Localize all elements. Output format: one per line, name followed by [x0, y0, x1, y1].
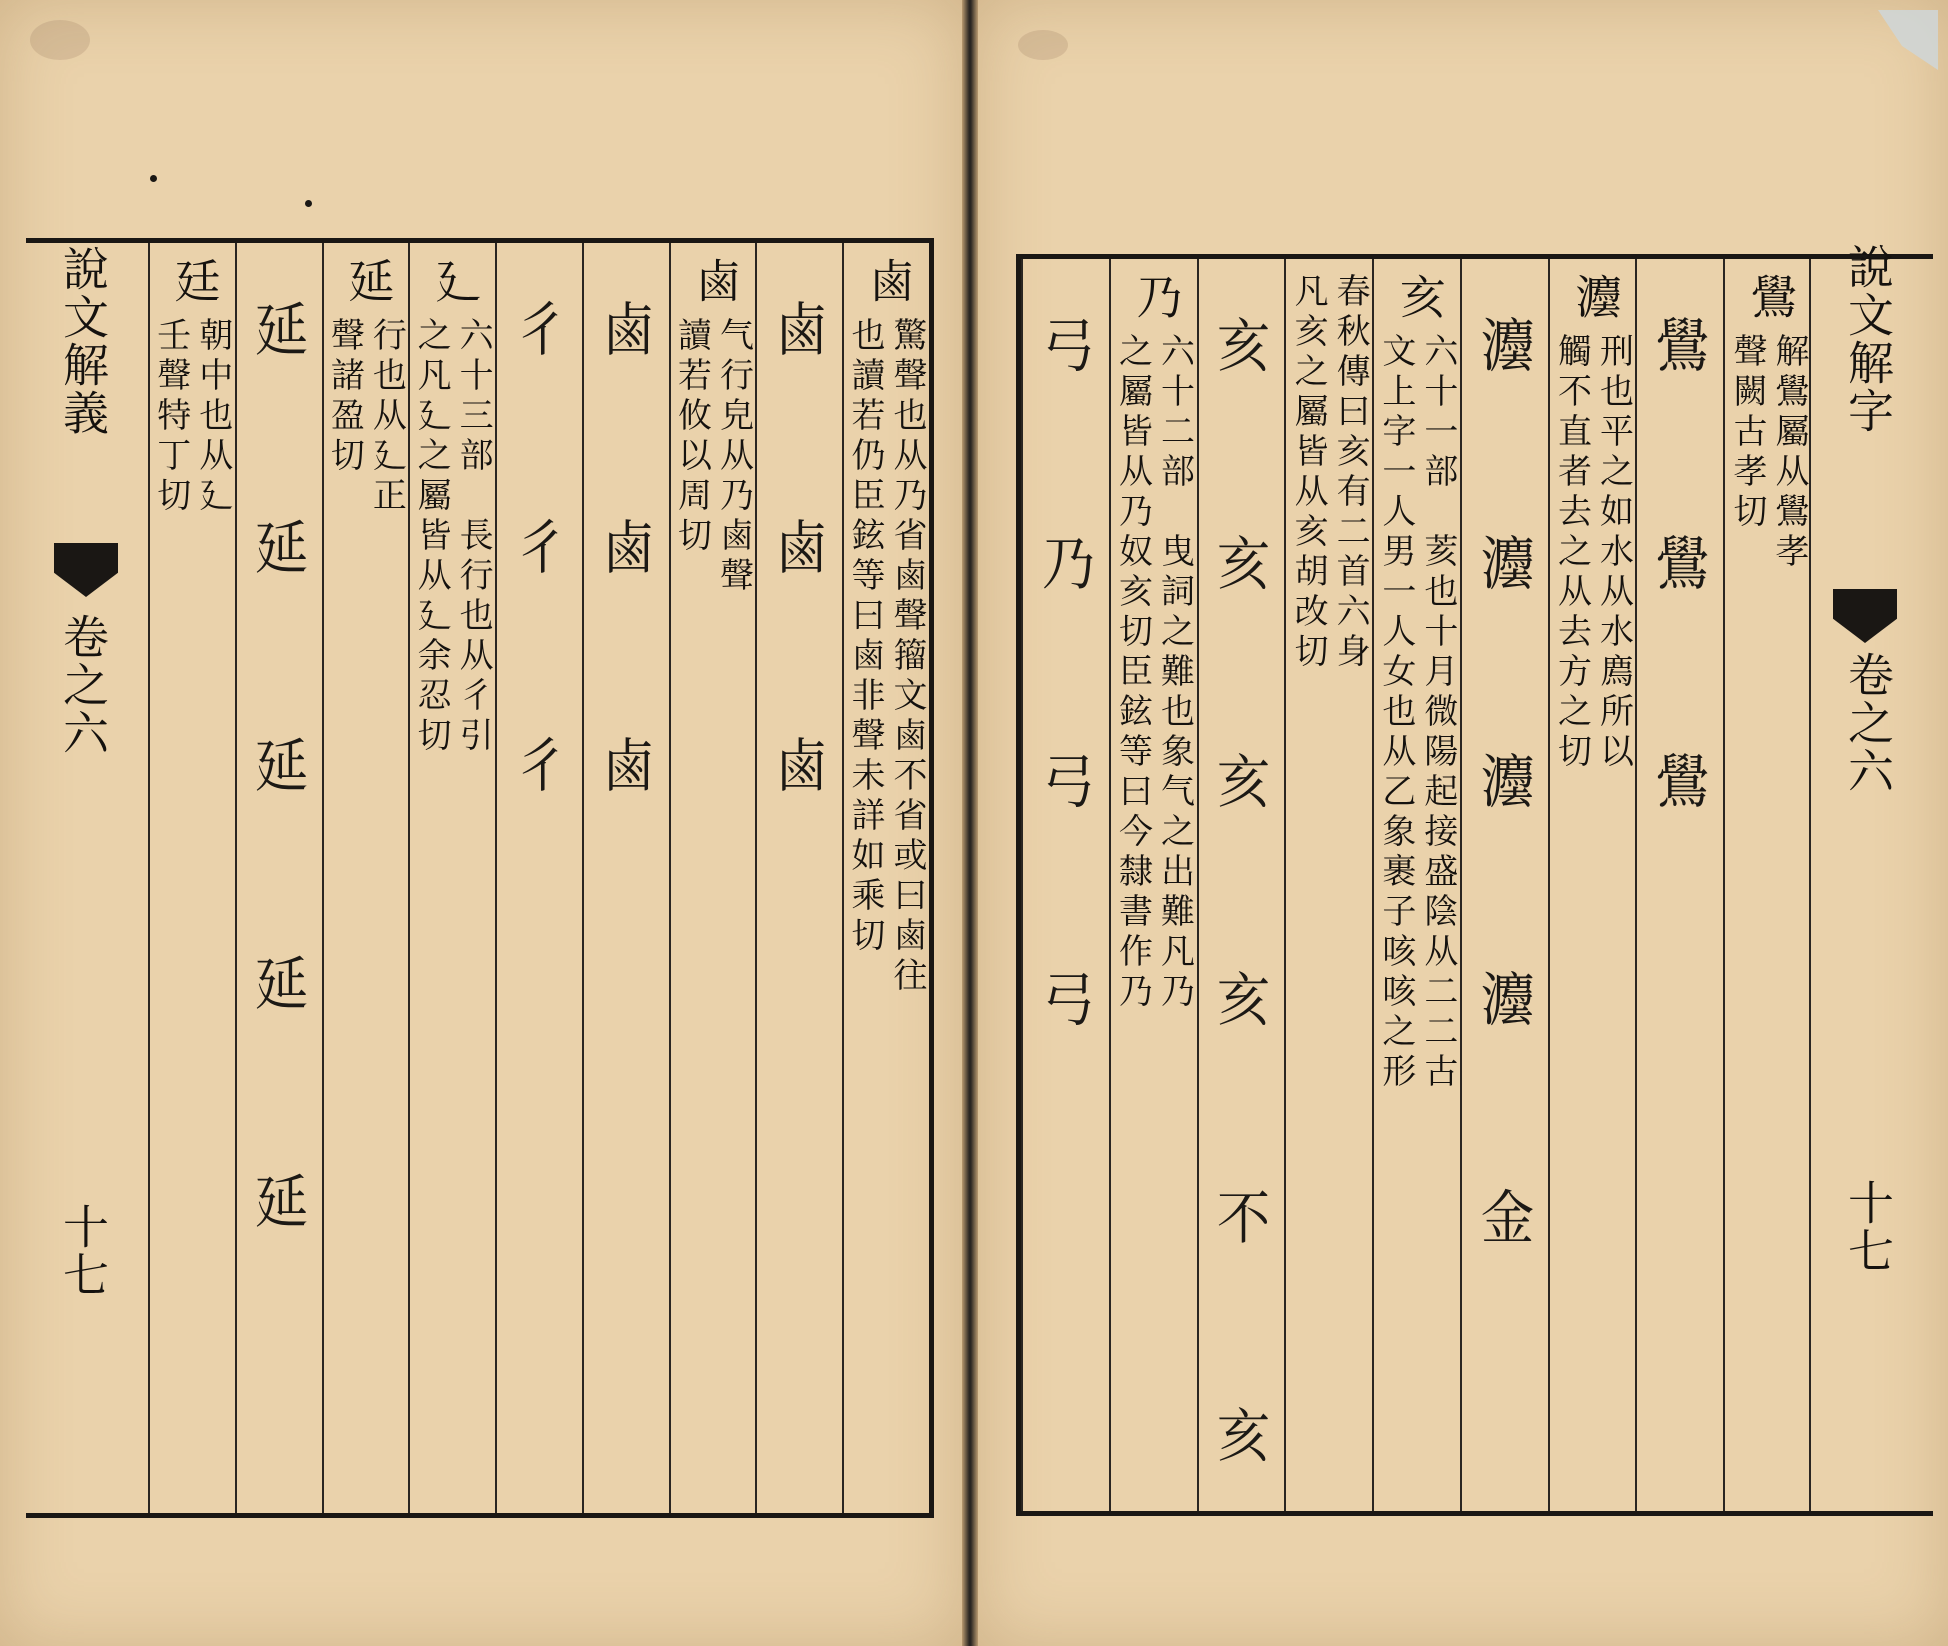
entry-annotation: 之屬皆从乃奴亥切臣鉉等曰今隸書作乃 — [1112, 333, 1153, 1013]
left-gutter — [26, 243, 150, 1513]
seal-column — [495, 243, 582, 1513]
seal-column — [582, 243, 669, 1513]
text-column — [1372, 259, 1460, 1511]
paper-tear — [1878, 10, 1938, 70]
left-page — [0, 0, 962, 1646]
right-gutter — [1809, 243, 1933, 1511]
entry-head: 延 — [341, 257, 396, 307]
left-text-frame — [26, 238, 934, 1518]
seal-column — [755, 243, 842, 1513]
seal-column — [1460, 259, 1548, 1511]
text-column — [322, 243, 409, 1513]
right-columns — [1021, 259, 1811, 1511]
text-column — [842, 243, 929, 1513]
seal-script-forms: 亥 亥 亥 亥 不 亥 — [1208, 315, 1271, 1509]
fish-tail-mark-icon — [1833, 589, 1897, 643]
entry-annotation: 刑也平之如水从水廌所以 — [1593, 333, 1634, 773]
entry-annotation: 聲諸盈切 — [324, 317, 365, 477]
right-page — [978, 0, 1948, 1646]
entry-annotation: 驚聲也从乃省鹵聲籀文鹵不省或曰鹵往 — [887, 317, 927, 997]
seal-script-forms: 弓 乃 弓 弓 — [1032, 315, 1096, 1073]
entry-head: 廴 — [428, 257, 483, 307]
entry-annotation: 觸不直者去之从去方之切 — [1551, 333, 1592, 773]
seal-script-forms: 延 延 延 延 延 — [245, 299, 308, 1275]
text-column — [148, 243, 235, 1513]
seal-script-forms: 彳 彳 彳 — [505, 299, 569, 839]
entry-annotation: 朝中也从廴 — [192, 317, 233, 517]
gutter-book-title: 說文解字 — [1841, 243, 1895, 435]
entry-head: 廷 — [167, 257, 222, 307]
text-column — [408, 243, 495, 1513]
text-column — [1548, 259, 1636, 1511]
gutter-page-number: 十七 — [56, 1203, 110, 1299]
right-text-frame — [1016, 243, 1933, 1516]
seal-column — [1021, 259, 1109, 1511]
seal-column — [1197, 259, 1285, 1511]
seal-script-forms: 鹵 鹵 鹵 — [592, 299, 655, 839]
seal-script-forms: 鹵 鹵 鹵 — [765, 299, 829, 839]
text-column — [1723, 259, 1811, 1511]
gutter-volume: 卷之六 — [1841, 651, 1895, 795]
entry-annotation: 聲闕古孝切 — [1727, 333, 1767, 533]
entry-annotation: 六十三部 長行也从彳引 — [453, 317, 494, 757]
entry-head: 鹵 — [688, 257, 743, 307]
entry-head: 鹵 — [862, 257, 916, 307]
text-column — [669, 243, 756, 1513]
entry-head: 灋 — [1568, 273, 1623, 323]
entry-annotation: 解鷽屬从鷽孝 — [1769, 333, 1809, 573]
ink-dot — [150, 175, 157, 182]
text-column — [1284, 259, 1372, 1511]
entry-annotation: 春秋傳曰亥有二首六身 — [1330, 273, 1371, 673]
text-column — [1109, 259, 1197, 1511]
ink-dot — [305, 200, 312, 207]
gutter-page-number: 十七 — [1841, 1179, 1895, 1275]
seal-column — [235, 243, 322, 1513]
paper-stain — [1018, 30, 1068, 60]
seal-script-forms: 鷽 鷽 鷽 — [1646, 315, 1710, 855]
entry-annotation: 文上字一人男一人女也从乙象裹子咳咳之形 — [1375, 333, 1416, 1093]
entry-annotation: 讀若攸以周切 — [671, 317, 712, 557]
gutter-volume: 卷之六 — [56, 613, 110, 757]
entry-annotation: 也讀若仍臣鉉等曰鹵非聲未詳如乘切 — [845, 317, 885, 957]
entry-annotation: 六十一部 荄也十月微陽起接盛陰从二二古 — [1417, 333, 1458, 1093]
entry-head: 鷽 — [1744, 273, 1798, 323]
entry-head: 亥 — [1392, 273, 1447, 323]
left-columns — [148, 243, 929, 1513]
entry-annotation: 六十二部 曳詞之難也象气之出難凡乃 — [1154, 333, 1195, 1013]
entry-annotation: 行也从廴正 — [366, 317, 407, 517]
entry-annotation: 气行皃从乃鹵聲 — [713, 317, 754, 597]
book-spine — [962, 0, 978, 1646]
entry-annotation: 壬聲特丁切 — [150, 317, 191, 517]
seal-column — [1635, 259, 1723, 1511]
entry-annotation: 之凡廴之屬皆从廴余忍切 — [411, 317, 452, 757]
entry-annotation: 凡亥之屬皆从亥胡改切 — [1288, 273, 1329, 673]
paper-stain — [30, 20, 90, 60]
entry-head: 乃 — [1129, 273, 1184, 323]
seal-script-forms: 灋 灋 灋 灋 金 — [1471, 315, 1534, 1291]
fish-tail-mark-icon — [54, 543, 118, 597]
gutter-book-title: 說文解義 — [56, 245, 110, 437]
